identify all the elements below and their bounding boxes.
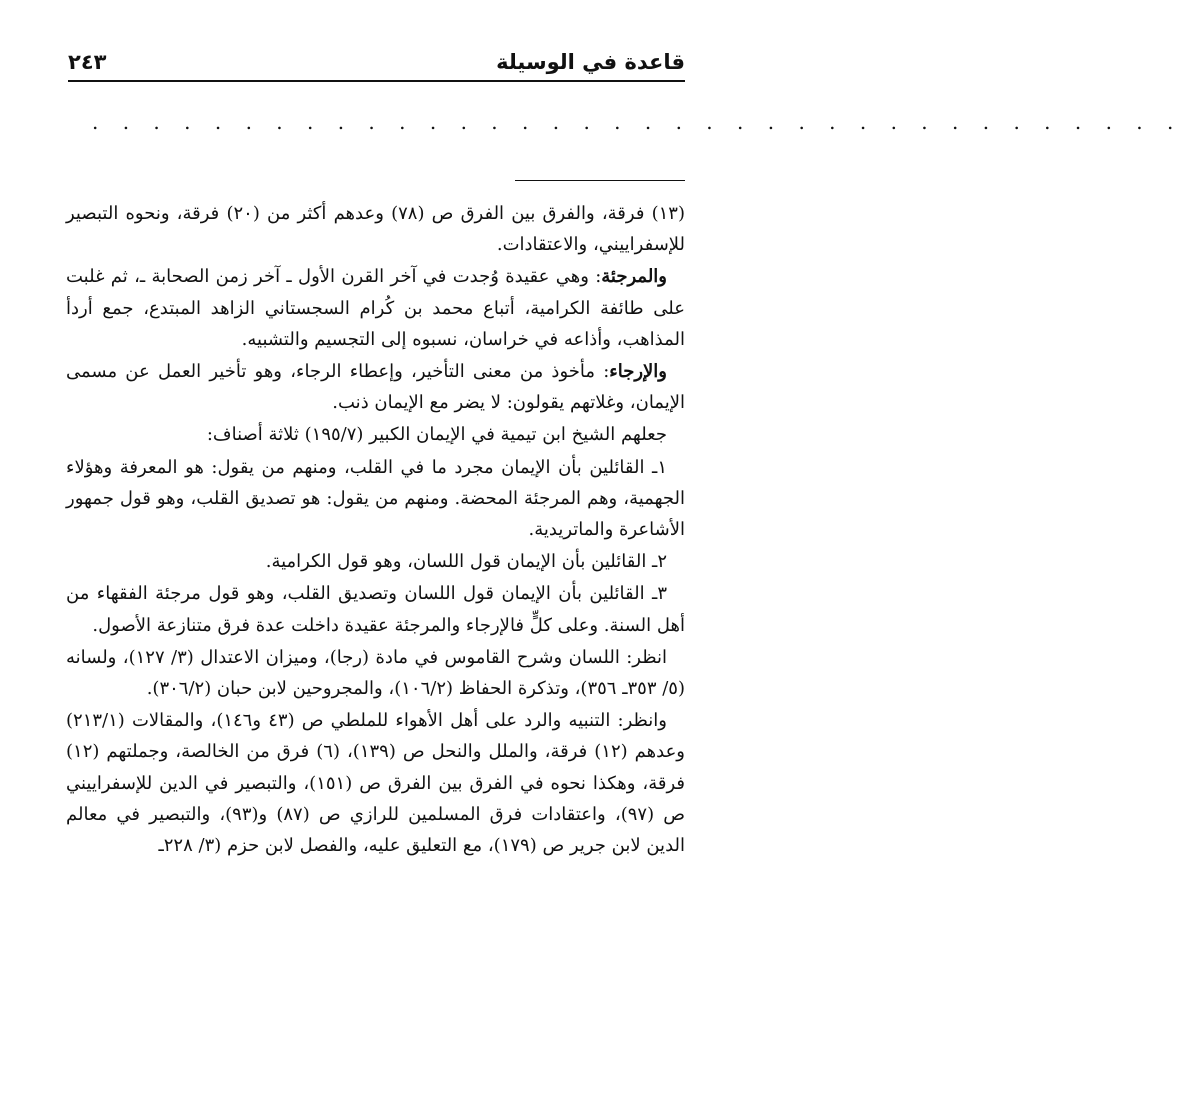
defined-term: والإرجاء [609, 361, 667, 383]
footnote-paragraph [66, 356, 685, 418]
footnote-paragraph: ٣ـ القائلين بأن الإيمان قول اللسان وتصديق القلب، وهو قول مرجئة الفقهاء من أهل السنة. وعلى كلٍّ فالإرجاء والمرجئة عقيدة داخلت عدة فرق متنازعة الأصول. [66, 583, 685, 636]
page-header [68, 44, 685, 82]
definition-text: : مأخوذ من معنى التأخير، وإعطاء الرجاء، وهو تأخير العمل عن مسمى الإيمان، وغلاتهم يقولون: لا يضر مع الإيمان ذنب. [66, 361, 685, 414]
footnote-paragraph: وانظر: التنبيه والرد على أهل الأهواء للملطي ص (٤٣ و١٤٦)، والمقالات (٢١٣/١) وعدهم (١٢) فرقة، والملل والنحل ص (١٣٩)، (٦) فرق من الخالصة، وجملتهم (١٢) فرقة، وهكذا نحوه في الفرق بين الفرق ص (١٥١)، والتبصير في الدين للإسفراييني ص (٩٧)، واعتقادات فرق المسلمين للرازي ص (٨٧) و(٩٣)، والتبصير في معالم الدين لابن جرير ص (١٧٩)، مع التعليق عليه، والفصل لابن حزم (٣/ ٢٢٨ـ [66, 710, 685, 857]
page-number: ٢٤٣ [68, 50, 107, 74]
footnote-paragraph: ١ـ القائلين بأن الإيمان مجرد ما في القلب، ومنهم من يقول: هو المعرفة وهؤلاء الجهمية، وهم المرجئة المحضة. ومنهم من يقول: هو تصديق القلب، وهو قول جمهور الأشاعرة والماتريدية. [66, 456, 685, 541]
defined-term: والمرجئة [601, 266, 667, 288]
definition-text: : وهي عقيدة وُجدت في آخر القرن الأول ـ آخر زمن الصحابة ـ، ثم غلبت على طائفة الكرامية، أتباع محمد بن كُرام السجستاني الزاهد المبتدع، جمع أردأ المذاهب، وأذاعه في خراسان، نسبوه إلى التجسيم والتشبيه. [66, 266, 685, 350]
footnote-paragraph: (١٣) فرقة، والفرق بين الفرق ص (٧٨) وعدهم أكثر من (٢٠) فرقة، ونحوه التبصير للإسفراييني، والاعتقادات. [66, 203, 685, 256]
footnote-rule [515, 180, 685, 181]
footnote-paragraph [66, 261, 685, 355]
footnote-paragraph: انظر: اللسان وشرح القاموس في مادة (رجا)، وميزان الاعتدال (٣/ ١٢٧)، ولسانه (٥/ ٣٥٣ـ ٣٥٦)، وتذكرة الحفاظ (١٠٦/٢)، والمجروحين لابن حبان (٣٠٦/٢). [66, 646, 685, 700]
footnote-paragraph: ٢ـ القائلين بأن الإيمان قول اللسان، وهو قول الكرامية. [265, 551, 667, 573]
running-title: قاعدة في الوسيلة [496, 50, 685, 74]
footnotes [66, 198, 685, 862]
footnote-paragraph: جعلهم الشيخ ابن تيمية في الإيمان الكبير (١٩٥/٧) ثلاثة أصناف: [206, 424, 667, 446]
main-text-separator-dots: . . . . . . . . . . . . . . . . . . . . . . . . . . . . . . . . . . . . [92, 110, 1182, 134]
